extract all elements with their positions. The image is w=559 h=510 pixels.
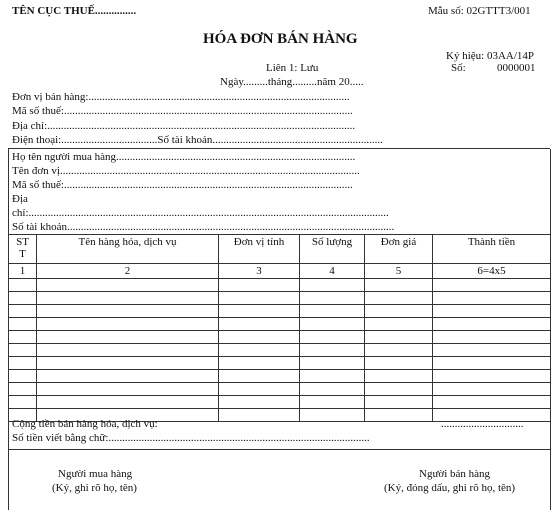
column-number: 1 [9,264,37,279]
header-quantity: Số lượng [300,235,365,264]
table-cell [37,344,219,357]
table-cell [37,305,219,318]
table-cell [433,383,551,396]
divider-totals-signatures [8,449,550,450]
invoice-date-line: Ngày.........tháng.........năm 20..... [220,76,364,88]
table-cell [365,318,433,331]
table-cell [433,318,551,331]
table-cell [219,279,300,292]
table-cell [300,279,365,292]
buyer-name-field: Họ tên người mua hàng....................................................................................... [12,151,356,163]
buyer-signature-note: (Ký, ghi rõ họ, tên) [52,482,137,494]
seller-phone-account-field: Điện thoại:...................................Số tài khoản.............................................................. [12,134,383,146]
table-cell [365,383,433,396]
buyer-signature-title: Người mua hàng [58,468,133,480]
column-number: 2 [37,264,219,279]
amount-in-words-field: Số tiền viết bằng chữ:............................................................................................... [12,432,370,444]
table-cell [37,292,219,305]
table-cell [300,292,365,305]
column-number: 6=4x5 [433,264,551,279]
seller-tax-code-field: Mã số thuế:......................................................................................................... [12,105,353,117]
table-cell [300,396,365,409]
total-amount-label: Cộng tiền bán hàng hóa, dịch vụ: [12,418,158,430]
table-cell [433,344,551,357]
header-unit-price: Đơn giá [365,235,433,264]
table-cell [300,305,365,318]
table-cell [365,331,433,344]
table-cell [365,279,433,292]
column-number: 3 [219,264,300,279]
table-cell [37,279,219,292]
table-cell [433,279,551,292]
items-table [8,234,551,422]
table-cell [300,344,365,357]
table-row [9,318,551,331]
seller-signature-title: Người bán hàng [419,468,491,480]
invoice-title: HÓA ĐƠN BÁN HÀNG [203,31,358,47]
invoice-copy: Liên 1: Lưu [266,62,319,74]
table-cell [365,305,433,318]
table-row [9,292,551,305]
table-cell [9,370,37,383]
table-cell [433,370,551,383]
table-cell [219,383,300,396]
buyer-address-label: Địa [12,193,28,205]
table-cell [9,292,37,305]
table-cell [433,305,551,318]
table-cell [219,409,300,422]
table-cell [9,279,37,292]
seller-signature-note: (Ký, đóng dấu, ghi rõ họ, tên) [384,482,516,494]
table-row [9,344,551,357]
column-number: 5 [365,264,433,279]
column-number: 4 [300,264,365,279]
table-cell [9,383,37,396]
table-cell [433,396,551,409]
buyer-unit-field: Tên đơn vị............................................................................................................. [12,165,360,177]
table-cell [365,370,433,383]
buyer-tax-code-field: Mã số thuế:......................................................................................................... [12,179,353,191]
table-cell [365,396,433,409]
form-number: Mẫu số: 02GTTT3/001 [428,5,531,17]
table-cell [365,292,433,305]
table-cell [300,370,365,383]
table-cell [9,318,37,331]
header-item-name: Tên hàng hóa, dịch vụ [37,235,219,264]
invoice-symbol: Ký hiệu: 03AA/14P [446,50,534,62]
table-cell [300,318,365,331]
table-row [9,331,551,344]
header-amount: Thành tiền [433,235,551,264]
table-cell [219,318,300,331]
table-cell [219,396,300,409]
table-cell [433,331,551,344]
divider-seller-buyer [8,148,550,149]
table-row [9,305,551,318]
table-cell [37,318,219,331]
table-cell [9,331,37,344]
table-cell [37,370,219,383]
table-row [9,357,551,370]
table-cell [300,409,365,422]
table-cell [300,331,365,344]
table-cell [37,396,219,409]
items-table-header [9,235,551,264]
table-cell [219,370,300,383]
table-cell [365,357,433,370]
invoice-number: 0000001 [497,62,536,74]
table-cell [365,344,433,357]
table-cell [37,331,219,344]
buyer-account-field: Số tài khoản....................................................................................................................... [12,221,395,233]
table-cell [219,344,300,357]
table-cell [9,344,37,357]
table-cell [433,292,551,305]
total-amount-value: .............................. [441,418,524,430]
seller-address-field: Địa chỉ:................................................................................................................ [12,120,356,132]
table-cell [300,357,365,370]
table-cell [9,305,37,318]
table-cell [219,292,300,305]
buyer-address-field: chỉ:................................................................................................................................... [12,207,389,219]
table-cell [37,357,219,370]
invoice-number-label: Số: [451,62,466,74]
table-row [9,370,551,383]
table-cell [219,331,300,344]
table-cell [9,357,37,370]
seller-unit-field: Đơn vị bán hàng:............................................................................................... [12,91,350,103]
header-index: ST T [9,235,37,264]
table-cell [219,305,300,318]
table-row [9,279,551,292]
table-cell [433,357,551,370]
table-row [9,396,551,409]
table-cell [9,396,37,409]
table-cell [300,383,365,396]
tax-agency-name: TÊN CỤC THUẾ............... [12,5,137,17]
table-cell [365,409,433,422]
header-unit: Đơn vị tính [219,235,300,264]
column-number-row [9,264,551,279]
table-cell [37,383,219,396]
table-cell [219,357,300,370]
table-row [9,383,551,396]
